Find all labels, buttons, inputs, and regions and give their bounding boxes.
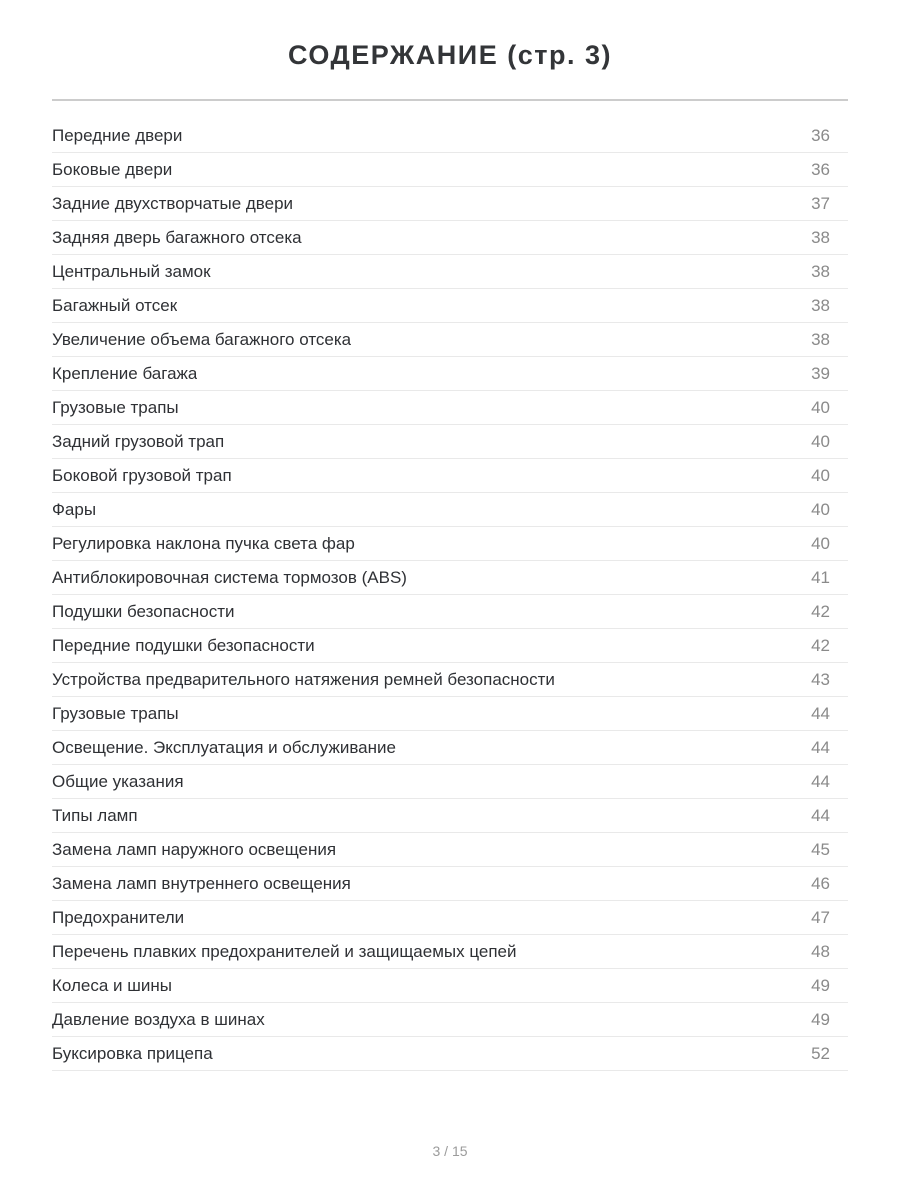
toc-entry[interactable]	[52, 289, 848, 323]
toc-entry-label: Увеличение объема багажного отсека	[52, 329, 352, 349]
page-title: СОДЕРЖАНИЕ (стр. 3)	[288, 40, 612, 70]
toc-entry-page: 40	[811, 431, 830, 451]
toc-entry-page: 38	[811, 295, 830, 315]
toc-entry-page: 44	[811, 737, 830, 757]
toc-entry-page: 38	[811, 227, 830, 247]
toc-entry-label: Задние двухстворчатые двери	[52, 193, 294, 213]
toc-entry-page: 36	[811, 125, 830, 145]
toc-entry-label: Давление воздуха в шинах	[52, 1009, 265, 1029]
toc-entry-label: Багажный отсек	[52, 295, 178, 315]
toc-entry-page: 39	[811, 363, 830, 383]
toc-entry-label: Передние подушки безопасности	[52, 635, 315, 655]
toc-entry-page: 52	[811, 1043, 830, 1063]
title-divider	[52, 99, 848, 101]
toc-entry-label: Предохранители	[52, 907, 185, 927]
toc-entry[interactable]	[52, 663, 848, 697]
toc-entry-label: Грузовые трапы	[52, 397, 179, 417]
toc-entry[interactable]	[52, 765, 848, 799]
toc-list	[52, 119, 848, 1071]
toc-entry-label: Устройства предварительного натяжения ремней безопасности	[52, 669, 555, 689]
toc-entry-page: 45	[811, 839, 830, 859]
toc-entry-page: 41	[811, 567, 830, 587]
toc-entry-page: 40	[811, 499, 830, 519]
toc-entry[interactable]	[52, 833, 848, 867]
toc-entry-label: Регулировка наклона пучка света фар	[52, 533, 355, 553]
toc-entry[interactable]	[52, 527, 848, 561]
toc-entry-label: Буксировка прицепа	[52, 1043, 213, 1063]
toc-entry[interactable]	[52, 969, 848, 1003]
toc-entry[interactable]	[52, 901, 848, 935]
toc-entry-page: 44	[811, 805, 830, 825]
toc-entry-page: 38	[811, 329, 830, 349]
toc-entry[interactable]	[52, 799, 848, 833]
toc-entry-label: Грузовые трапы	[52, 703, 179, 723]
toc-entry-label: Замена ламп наружного освещения	[52, 839, 337, 859]
toc-entry-page: 43	[811, 669, 830, 689]
toc-entry-page: 48	[811, 941, 830, 961]
toc-entry-label: Подушки безопасности	[52, 601, 235, 621]
toc-entry[interactable]	[52, 1037, 848, 1071]
toc-entry-label: Колеса и шины	[52, 975, 172, 995]
toc-entry[interactable]	[52, 935, 848, 969]
toc-entry-label: Освещение. Эксплуатация и обслуживание	[52, 737, 396, 757]
toc-entry-label: Фары	[52, 499, 97, 519]
toc-entry-page: 49	[811, 1009, 830, 1029]
toc-entry-page: 40	[811, 397, 830, 417]
toc-entry-page: 40	[811, 533, 830, 553]
toc-entry[interactable]	[52, 867, 848, 901]
toc-entry-page: 44	[811, 703, 830, 723]
toc-entry[interactable]	[52, 731, 848, 765]
toc-entry[interactable]	[52, 629, 848, 663]
toc-entry-label: Боковой грузовой трап	[52, 465, 232, 485]
toc-entry-label: Типы ламп	[52, 805, 138, 825]
toc-entry[interactable]	[52, 697, 848, 731]
toc-entry[interactable]	[52, 323, 848, 357]
toc-entry[interactable]	[52, 459, 848, 493]
page-indicator: 3 / 15	[432, 1143, 468, 1159]
toc-entry[interactable]	[52, 391, 848, 425]
toc-entry-page: 47	[811, 907, 830, 927]
toc-entry-label: Общие указания	[52, 771, 184, 791]
toc-entry-page: 44	[811, 771, 830, 791]
toc-entry-page: 49	[811, 975, 830, 995]
toc-entry-label: Замена ламп внутреннего освещения	[52, 873, 351, 893]
toc-entry-page: 37	[811, 193, 830, 213]
toc-entry-label: Передние двери	[52, 125, 183, 145]
toc-entry-label: Задний грузовой трап	[52, 431, 225, 451]
toc-entry[interactable]	[52, 1003, 848, 1037]
toc-entry-page: 46	[811, 873, 830, 893]
toc-entry-label: Задняя дверь багажного отсека	[52, 227, 302, 247]
toc-entry-label: Центральный замок	[52, 261, 211, 281]
toc-entry-page: 38	[811, 261, 830, 281]
toc-entry-page: 42	[811, 635, 830, 655]
toc-entry-page: 36	[811, 159, 830, 179]
toc-entry-label: Боковые двери	[52, 159, 173, 179]
toc-entry[interactable]	[52, 595, 848, 629]
toc-entry[interactable]	[52, 493, 848, 527]
toc-entry-page: 42	[811, 601, 830, 621]
toc-entry-label: Перечень плавких предохранителей и защищаемых цепей	[52, 941, 517, 961]
toc-entry[interactable]	[52, 425, 848, 459]
toc-entry-label: Антиблокировочная система тормозов (ABS)	[52, 567, 407, 587]
toc-entry-page: 40	[811, 465, 830, 485]
toc-entry[interactable]	[52, 561, 848, 595]
toc-entry[interactable]	[52, 187, 848, 221]
toc-entry-label: Крепление багажа	[52, 363, 198, 383]
toc-entry[interactable]	[52, 255, 848, 289]
toc-entry[interactable]	[52, 153, 848, 187]
toc-entry[interactable]	[52, 119, 848, 153]
toc-entry[interactable]	[52, 221, 848, 255]
toc-entry[interactable]	[52, 357, 848, 391]
